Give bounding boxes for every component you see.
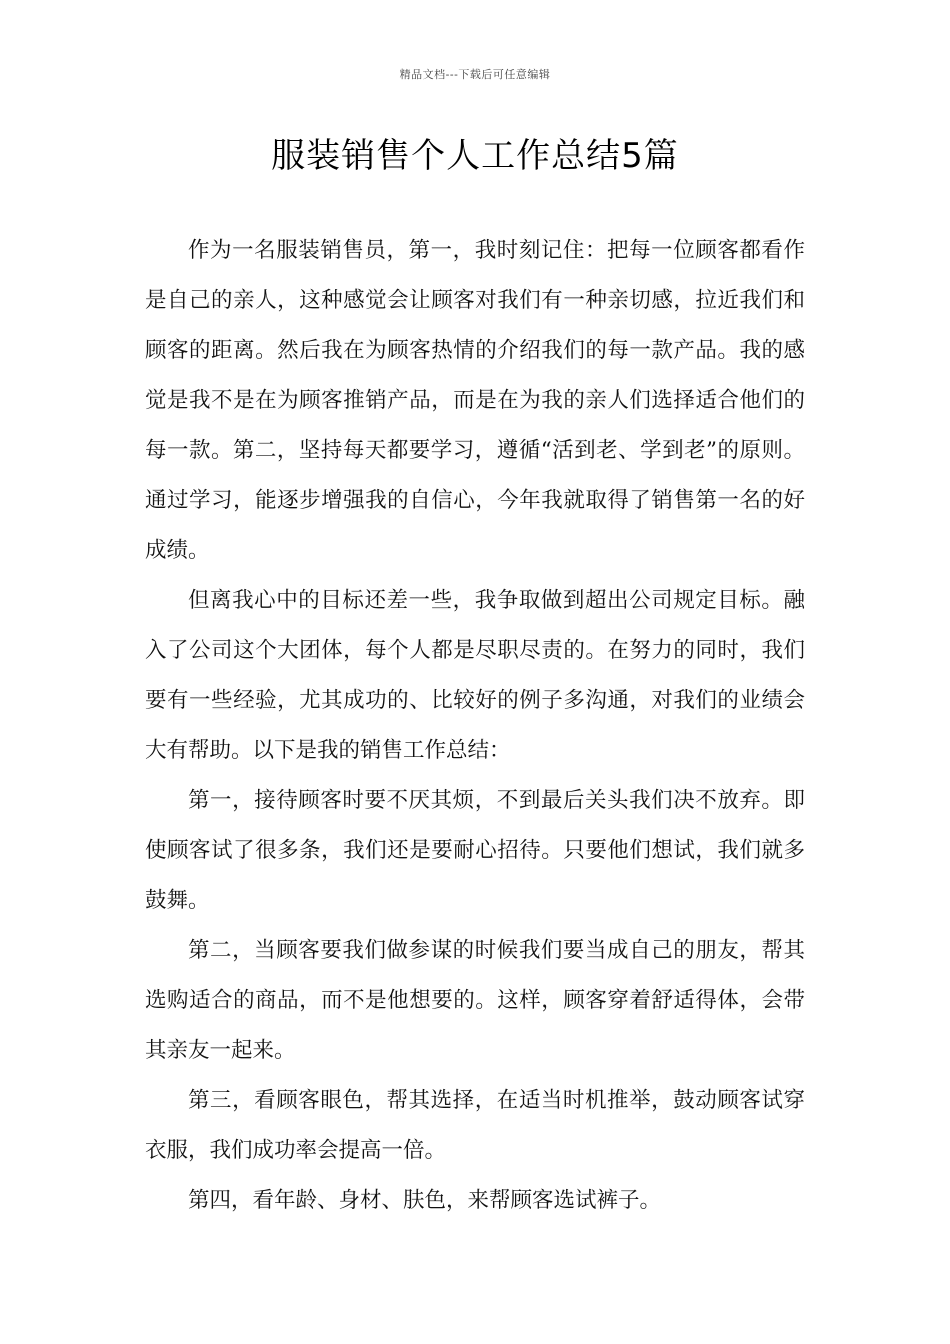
header-note: 精品文档---下载后可任意编辑 bbox=[399, 68, 551, 81]
paragraph: 第二，当顾客要我们做参谋的时候我们要当成自己的朋友，帮其选购适合的商品，而不是他想要的。这样，顾客穿着舒适得体，会带其亲友一起来。 bbox=[145, 938, 805, 1063]
paragraph: 第四，看年龄、身材、肤色，来帮顾客选试裤子。 bbox=[188, 1188, 662, 1213]
page-title: 服装销售个人工作总结5篇 bbox=[271, 136, 679, 176]
paragraph: 第一，接待顾客时要不厌其烦，不到最后关头我们决不放弃。即使顾客试了很多条，我们还是要耐心招待。只要他们想试，我们就多鼓舞。 bbox=[145, 788, 805, 913]
paragraph: 但离我心中的目标还差一些，我争取做到超出公司规定目标。融入了公司这个大团体，每个人都是尽职尽责的。在努力的同时，我们要有一些经验，尤其成功的、比较好的例子多沟通，对我们的业绩会大有帮助。以下是我的销售工作总结： bbox=[145, 588, 805, 763]
paragraph: 第三，看顾客眼色，帮其选择，在适当时机推举，鼓动顾客试穿衣服，我们成功率会提高一倍。 bbox=[145, 1088, 805, 1163]
document-body bbox=[145, 226, 805, 1226]
paragraph: 作为一名服装销售员，第一，我时刻记住：把每一位顾客都看作是自己的亲人，这种感觉会让顾客对我们有一种亲切感，拉近我们和顾客的距离。然后我在为顾客热情的介绍我们的每一款产品。我的感觉是我不是在为顾客推销产品，而是在为我的亲人们选择适合他们的每一款。第二，坚持每天都要学习，遵循“活到老、学到老”的原则。通过学习，能逐步增强我的自信心，今年我就取得了销售第一名的好成绩。 bbox=[145, 238, 805, 563]
